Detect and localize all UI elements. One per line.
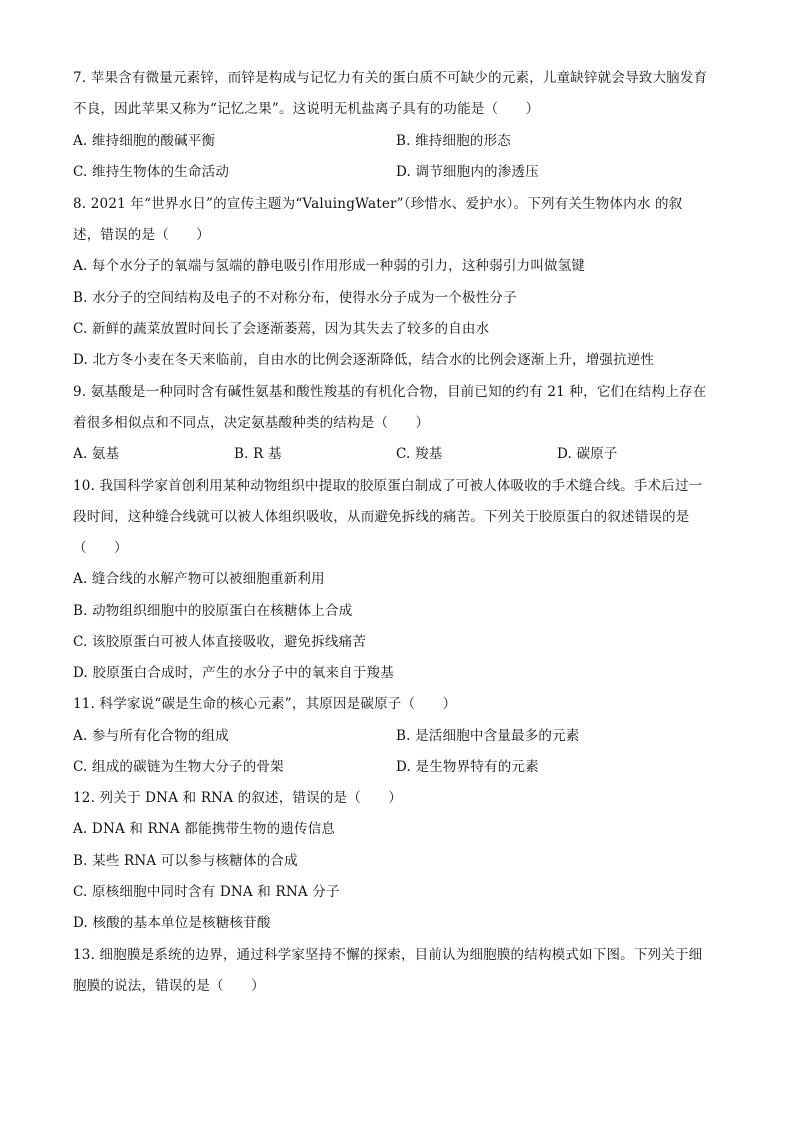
q11-option-d: D. 是生物界特有的元素 — [396, 759, 539, 775]
q8-option-a: A. 每个水分子的氧端与氢端的静电吸引作用形成一种弱的引力，这种弱引力叫做氢键 — [73, 258, 586, 274]
q10-stem-line3: （ ） — [73, 540, 128, 556]
q7-stem-line2: 不良，因此苹果又称为“记忆之果”。这说明无机盐离子具有的功能是（ ） — [73, 101, 540, 117]
q7-stem-line1: 7. 苹果含有微量元素锌，而锌是构成与记忆力有关的蛋白质不可缺少的元素，儿童缺锌就会导致大脑发育 — [73, 70, 708, 86]
q10-stem-line2: 段时间，这种缝合线就可以被人体组织吸收，从而避免拆线的痛苦。下列关于胶原蛋白的叙述错误的是 — [73, 509, 690, 525]
q10-option-a: A. 缝合线的水解产物可以被细胞重新利用 — [73, 571, 325, 587]
q10-option-d: D. 胶原蛋白合成时，产生的水分子中的氧来自于羧基 — [73, 665, 394, 681]
q7-option-a: A. 维持细胞的酸碱平衡 — [73, 133, 216, 149]
q9-stem-line2: 着很多相似点和不同点，决定氨基酸种类的结构是（ ） — [73, 415, 430, 431]
q11-option-b: B. 是活细胞中含量最多的元素 — [396, 728, 580, 744]
q13-stem-line2: 胞膜的说法，错误的是（ ） — [73, 978, 265, 994]
q8-option-b: B. 水分子的空间结构及电子的不对称分布，使得水分子成为一个极性分子 — [73, 290, 517, 306]
q8-stem-line2: 述，错误的是（ ） — [73, 227, 210, 243]
q9-stem-line1: 9. 氨基酸是一种同时含有碱性氨基和酸性羧基的有机化合物，目前已知的约有 21 种，它们在结构上存在 — [73, 384, 707, 400]
q7-option-c: C. 维持生物体的生命活动 — [73, 164, 230, 180]
q8-option-d: D. 北方冬小麦在冬天来临前，自由水的比例会逐渐降低，结合水的比例会逐渐上升，增强抗逆性 — [73, 352, 655, 368]
q9-option-a: A. 氨基 — [73, 446, 120, 462]
q12-stem-line1: 12. 列关于 DNA 和 RNA 的叙述，错误的是（ ） — [73, 790, 403, 806]
q10-option-b: B. 动物组织细胞中的胶原蛋白在核糖体上合成 — [73, 603, 353, 619]
q12-option-c: C. 原核细胞中同时含有 DNA 和 RNA 分子 — [73, 884, 340, 900]
q12-option-b: B. 某些 RNA 可以参与核糖体的合成 — [73, 853, 298, 869]
q10-stem-line1: 10. 我国科学家首创利用某种动物组织中提取的胶原蛋白制成了可被人体吸收的手术缝合线。手术后过一 — [73, 478, 703, 494]
q9-option-d: D. 碳原子 — [557, 446, 618, 462]
q8-option-c: C. 新鲜的蔬菜放置时间长了会逐渐萎蔫，因为其失去了较多的自由水 — [73, 321, 490, 337]
q13-stem-line1: 13. 细胞膜是系统的边界，通过科学家坚持不懈的探索，目前认为细胞膜的结构模式如下图。下列关于细 — [73, 947, 703, 963]
q11-stem-line1: 11. 科学家说“碳是生命的核心元素”，其原因是碳原子（ ） — [73, 696, 457, 712]
q10-option-c: C. 该胶原蛋白可被人体直接吸收，避免拆线痛苦 — [73, 634, 367, 650]
q9-option-c: C. 羧基 — [396, 446, 443, 462]
q7-option-b: B. 维持细胞的形态 — [396, 133, 512, 149]
q7-option-d: D. 调节细胞内的渗透压 — [396, 164, 539, 180]
q8-stem-line1: 8. 2021 年“世界水日”的宣传主题为“ValuingWater”（珍惜水、爱护水）。下列有关生物体内水 的叙 — [73, 196, 683, 212]
q9-option-b: B. R 基 — [234, 446, 282, 462]
q11-option-c: C. 组成的碳链为生物大分子的骨架 — [73, 759, 284, 775]
q11-option-a: A. 参与所有化合物的组成 — [73, 728, 229, 744]
q12-option-d: D. 核酸的基本单位是核糖核苷酸 — [73, 915, 271, 931]
q12-option-a: A. DNA 和 RNA 都能携带生物的遗传信息 — [73, 821, 336, 837]
